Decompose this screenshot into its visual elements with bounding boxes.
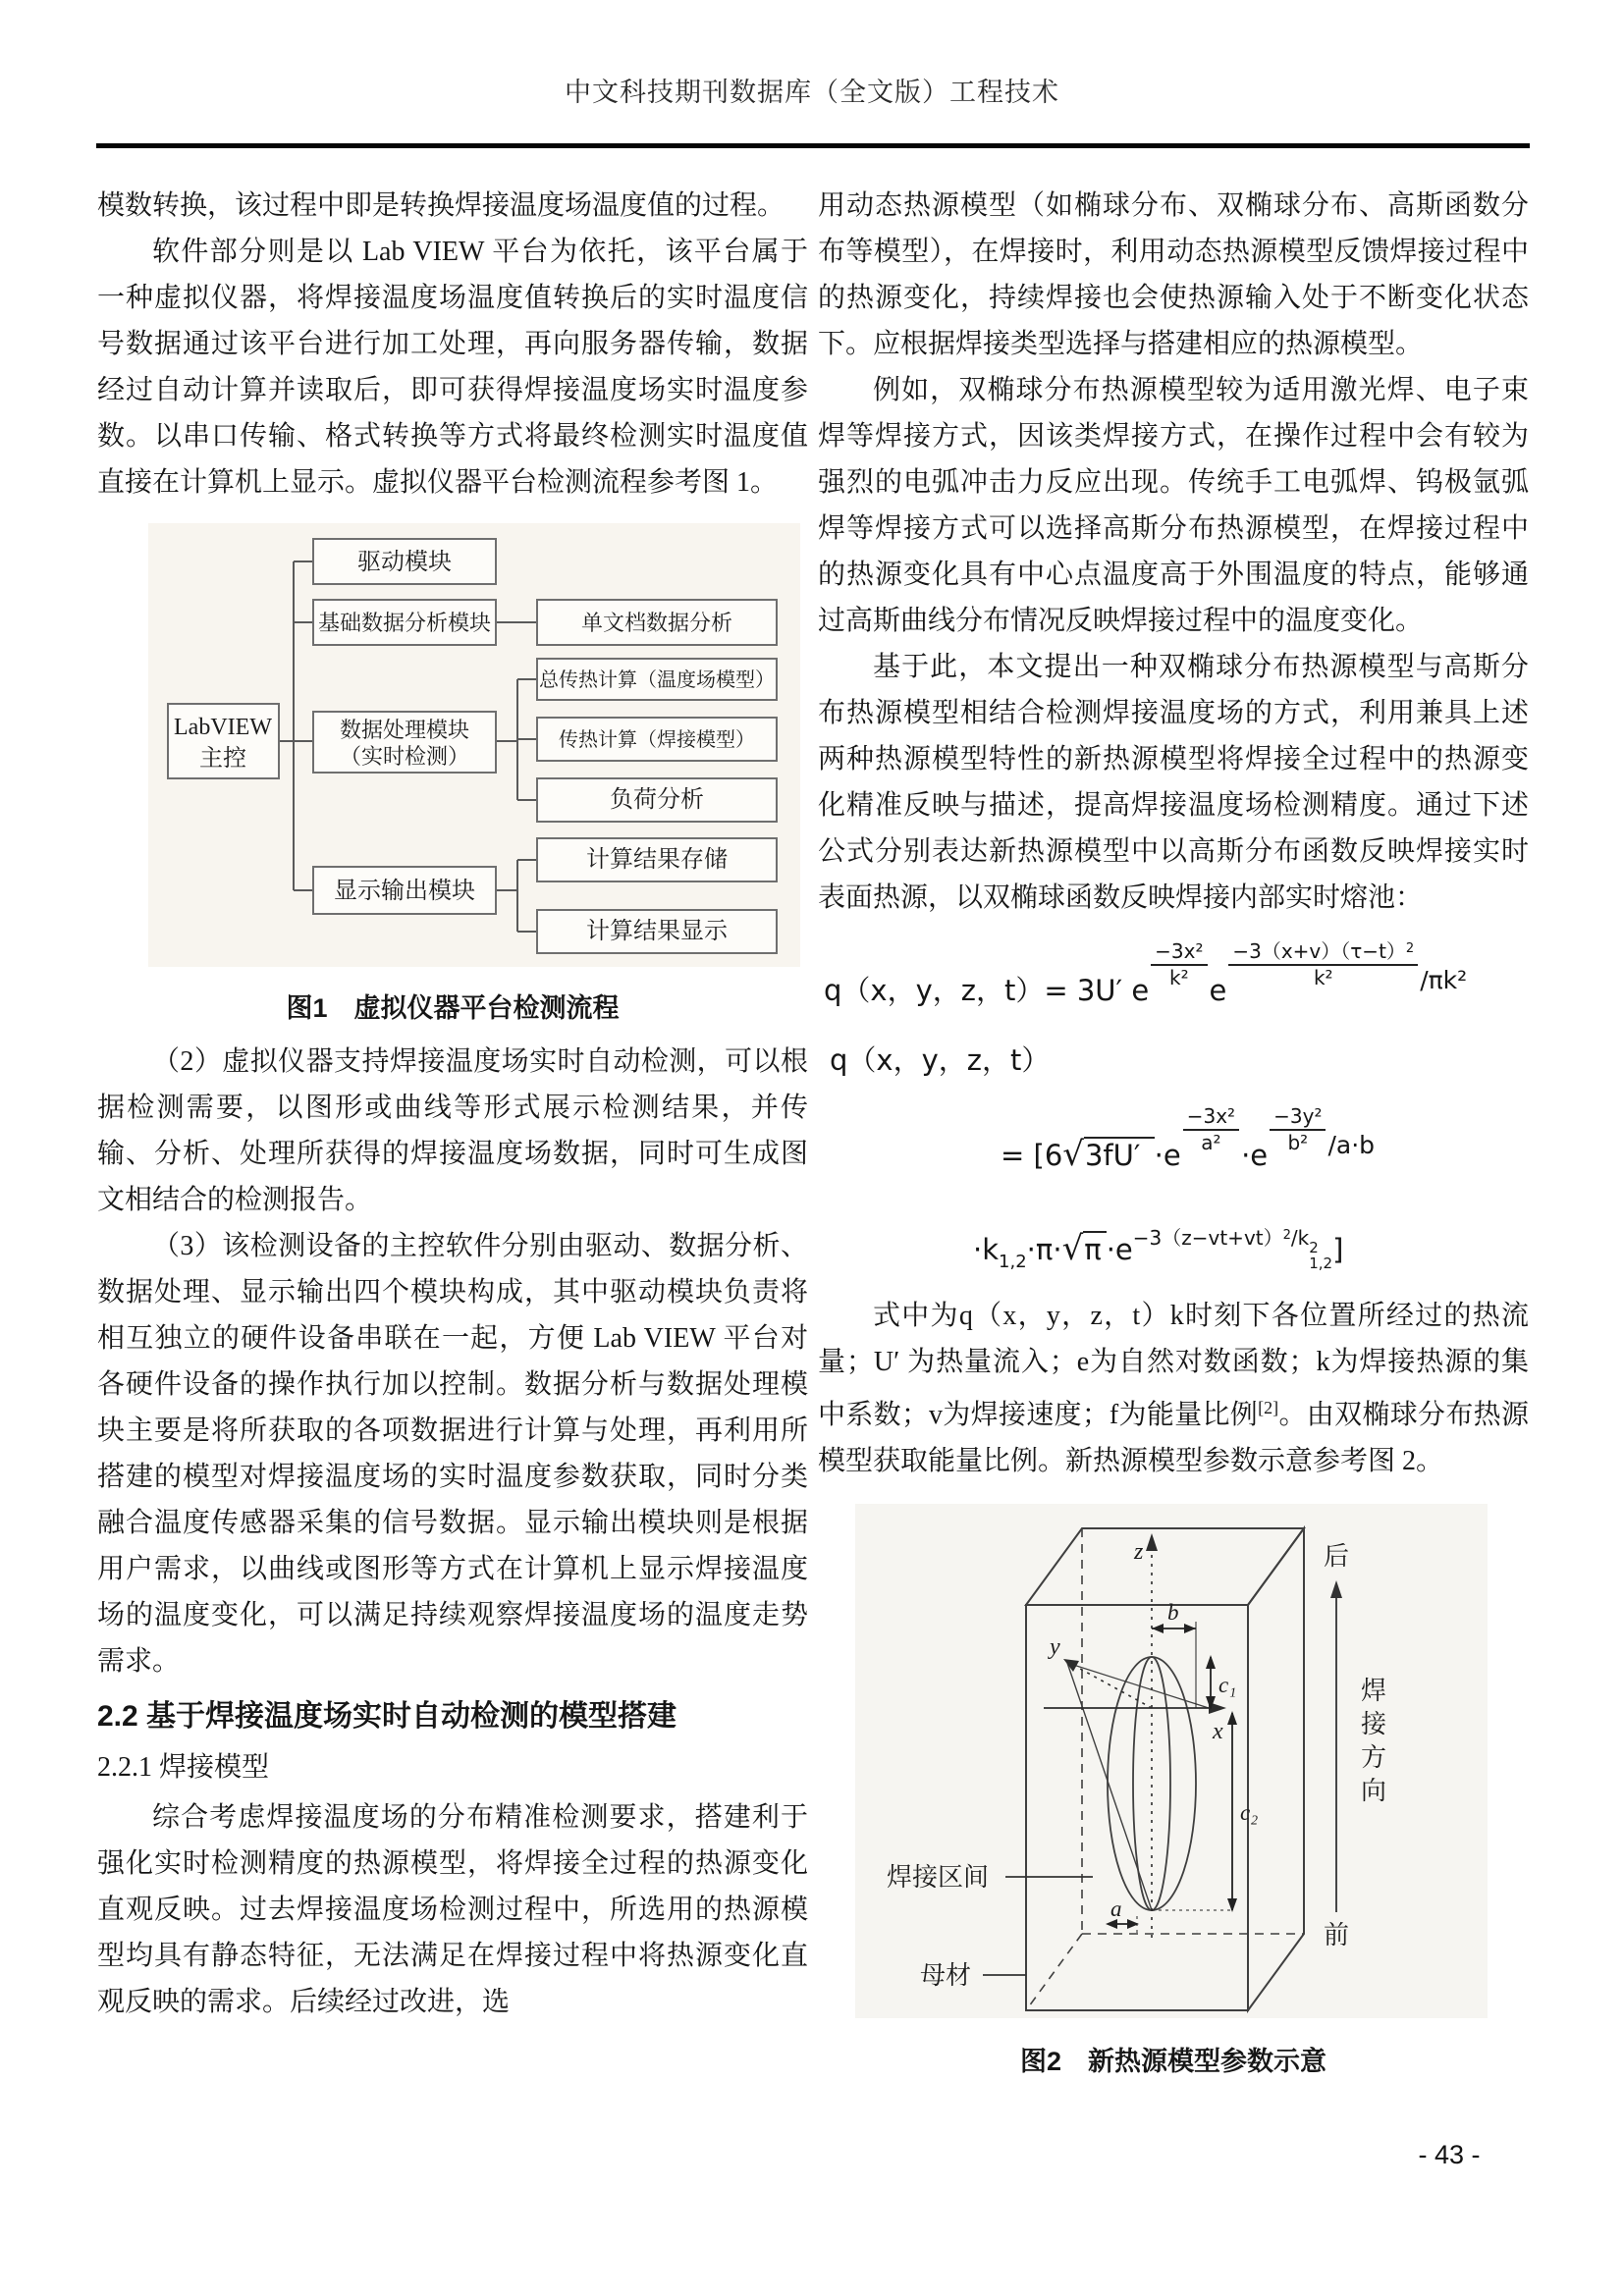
page-number: - 43 -: [1418, 2140, 1481, 2169]
paragraph: （2）虚拟仪器支持焊接温度场实时自动检测，可以根据检测需要，以图形或曲线等形式展示检测结果，并传输、分析、处理所获得的焊接温度场数据，同时可生成图文相结合的检测报告。: [97, 1046, 808, 1215]
y-axis-label: y: [1050, 1634, 1060, 1660]
formula-lhs: q（x，y，z，t）= 3U′: [824, 974, 1132, 1007]
exponent-fraction: $\frac{-3(x+v)(\tau-t)^2}{\text{k²}}$: [1228, 940, 1418, 989]
figure2-heat-source-model: [826, 1500, 1513, 2022]
subscript: 1,2: [999, 1252, 1027, 1272]
paragraph: 综合考虑焊接温度场的分布精准检测要求，搭建利于强化实时检测精度的热源模型，将焊接全过程的热源变化直观反映。过去焊接温度场检测过程中，所选用的热源模型均具有静态特征，无法满足在焊接过程中将热源变化直观反映的需求。后续经过改进，选: [97, 1802, 808, 2017]
figure1-flowchart: [97, 521, 808, 969]
section-heading-2-2: 2.2 基于焊接温度场实时自动检测的模型搭建: [97, 1700, 677, 1733]
sqrt-radical: √: [1062, 1135, 1084, 1174]
paragraph: （3）该检测设备的主控软件分别由驱动、数据分析、数据处理、显示输出四个模块构成，其中驱动模块负责将相互独立的硬件设备串联在一起，方便 Lab VIEW 平台对各硬件设备的操作执行加以控制。数据分析与数据处理模块主要是将所获取的各项数据进行计算与处理，再利用所搭建的模型对焊接温度场的实时温度参数获取，同时分类融合温度传感器采集的信号数据。显示输出模块则是根据用户需求，以曲线或图形等方式在计算机上显示焊接温度场的温度变化，可以满足持续观察焊接温度场的温度走势需求。: [97, 1231, 808, 1677]
sqrt-content: π: [1083, 1231, 1106, 1266]
formula-ellipsoid-line2: = [6√3fU′ ·e $\frac{\text{−3x²}}{\text{a²}}$ ·e $\frac{\text{−3y²}}{\text{b²}}$ /a·b: [1001, 1104, 1376, 1174]
node-load-analysis: 负荷分析: [610, 787, 704, 813]
figure2-background: [855, 1504, 1488, 2018]
paragraph: 式中为q（x，y，z，t）k时刻下各位置所经过的热流量；U′ 为热量流入；e为自然对数函数；k为焊接热源的集中系数；v为焊接速度；f为能量比例[2]。由双椭球分布热源模型获取能量比例。新热源模型参数示意参考图 2。: [818, 1301, 1529, 1476]
paragraph: 用动态热源模型（如椭球分布、双椭球分布、高斯函数分布等模型），在焊接时，利用动态热源模型反馈焊接过程中的热源变化，持续焊接也会使热源输入处于不断变化状态下。应根据焊接类型选择与搭建相应的热源模型。: [818, 190, 1529, 359]
formula-ellipsoid-lhs: q（x，y，z，t）: [830, 1043, 1051, 1077]
node-single-doc-analysis: 单文档数据分析: [580, 611, 733, 635]
welding-direction-label: 焊接方向: [1357, 1677, 1386, 1810]
formula-ellipsoid-line3: $\cdot k_{1,2}\cdot\pi\cdot√\pi \cdot e^{-3(z-vt+vt)^2/k 2 1,2}$ ]: [973, 1226, 1344, 1272]
citation-ref: [2]: [1258, 1398, 1279, 1417]
formula-close-bracket: ]: [1332, 1233, 1344, 1266]
paragraph: 模数转换，该过程中即是转换焊接温度场温度值的过程。: [97, 190, 785, 221]
node-total-heat-calc: 总传热计算（温度场模型）: [539, 669, 775, 691]
node-data-processing-line2: （实时检测）: [339, 744, 470, 769]
dim-c1-label: c₁: [1218, 1673, 1237, 1697]
node-display-output: 显示输出模块: [334, 879, 475, 904]
z-axis-label: z: [1134, 1539, 1144, 1565]
dim-b-label: b: [1167, 1600, 1179, 1625]
section-heading-2-2-1: 2.2.1 焊接模型: [97, 1752, 270, 1783]
weld-zone-label: 焊接区间: [887, 1863, 990, 1892]
paragraph: 例如，双椭球分布热源模型较为适用激光焊、电子束焊等焊接方式，因该类焊接方式，在操作过程中会有较为强烈的电弧冲击力反应出现。传统手工电弧焊、钨极氩弧焊等焊接方式可以选择高斯分布热源模型，在焊接过程中的热源变化具有中心点温度高于外围温度的特点，能够通过高斯曲线分布情况反映焊接过程中的温度变化。: [818, 375, 1529, 636]
figure2-caption: 图2 新热源模型参数示意: [1019, 2047, 1326, 2076]
formula-tail: /a·b: [1327, 1131, 1376, 1159]
node-result-display: 计算结果显示: [586, 919, 728, 944]
paragraph: 基于此，本文提出一种双椭球分布热源模型与高斯分布热源模型相结合检测焊接温度场的方式，利用兼具上述两种热源模型特性的新热源模型将焊接全过程中的热源变化精准反映与描述，提高焊接温度场检测精度。通过下述公式分别表达新热源模型中以高斯分布函数反映焊接实时表面热源，以双椭球函数反映焊接内部实时熔池：: [818, 652, 1529, 913]
formula-e: e: [1131, 974, 1150, 1007]
base-metal-label: 母材: [920, 1961, 972, 1990]
node-basic-data-analysis: 基础数据分析模块: [317, 611, 492, 635]
exponent: −3（z−vt+vt）2/k 2 1,2: [1132, 1226, 1333, 1272]
figure1-caption: 图1 虚拟仪器平台检测流程: [286, 993, 620, 1023]
sqrt-radical: √: [1061, 1229, 1084, 1268]
exponent-fraction: $\frac{\text{−3x²}}{\text{a²}}$: [1183, 1105, 1239, 1154]
left-column: [97, 183, 808, 2025]
right-column: [818, 183, 1529, 2092]
rear-label: 后: [1323, 1542, 1350, 1571]
node-labview-line1: LabVIEW: [174, 715, 272, 740]
sqrt-content: 3fU′: [1084, 1137, 1155, 1172]
exponent-fraction: $\frac{\text{−3x²}}{\text{k²}}$: [1151, 940, 1207, 989]
x-axis-label: x: [1213, 1719, 1223, 1744]
paragraph: 软件部分则是以 Lab VIEW 平台为依托，该平台属于一种虚拟仪器，将焊接温度场温度值转换后的实时温度信号数据通过该平台进行加工处理，再向服务器传输，数据经过自动计算并读取后，即可获得焊接温度场实时温度参数。以串口传输、格式转换等方式将最终检测实时温度值直接在计算机上显示。虚拟仪器平台检测流程参考图 1。: [97, 237, 808, 498]
node-result-storage: 计算结果存储: [586, 847, 728, 873]
node-heat-calc: 传热计算（焊接模型）: [559, 729, 755, 751]
sup-sub-stack: 2 1,2: [1309, 1239, 1333, 1272]
dim-a-label: a: [1110, 1896, 1122, 1921]
formula-tail: /πk²: [1420, 966, 1468, 994]
exponent-fraction: $\frac{\text{−3y²}}{\text{b²}}$: [1270, 1105, 1326, 1154]
node-data-processing-line1: 数据处理模块: [339, 718, 470, 742]
node-driver-module: 驱动模块: [357, 550, 452, 575]
node-labview-line2: 主控: [199, 746, 246, 772]
formula-e: e: [1209, 974, 1227, 1007]
formula-gaussian-source: [824, 940, 1529, 1014]
dim-c2-label: c₂: [1240, 1800, 1259, 1825]
front-label: 前: [1323, 1921, 1350, 1949]
journal-header: 中文科技期刊数据库（全文版）工程技术: [565, 78, 1059, 107]
header-rule: [96, 143, 1530, 148]
